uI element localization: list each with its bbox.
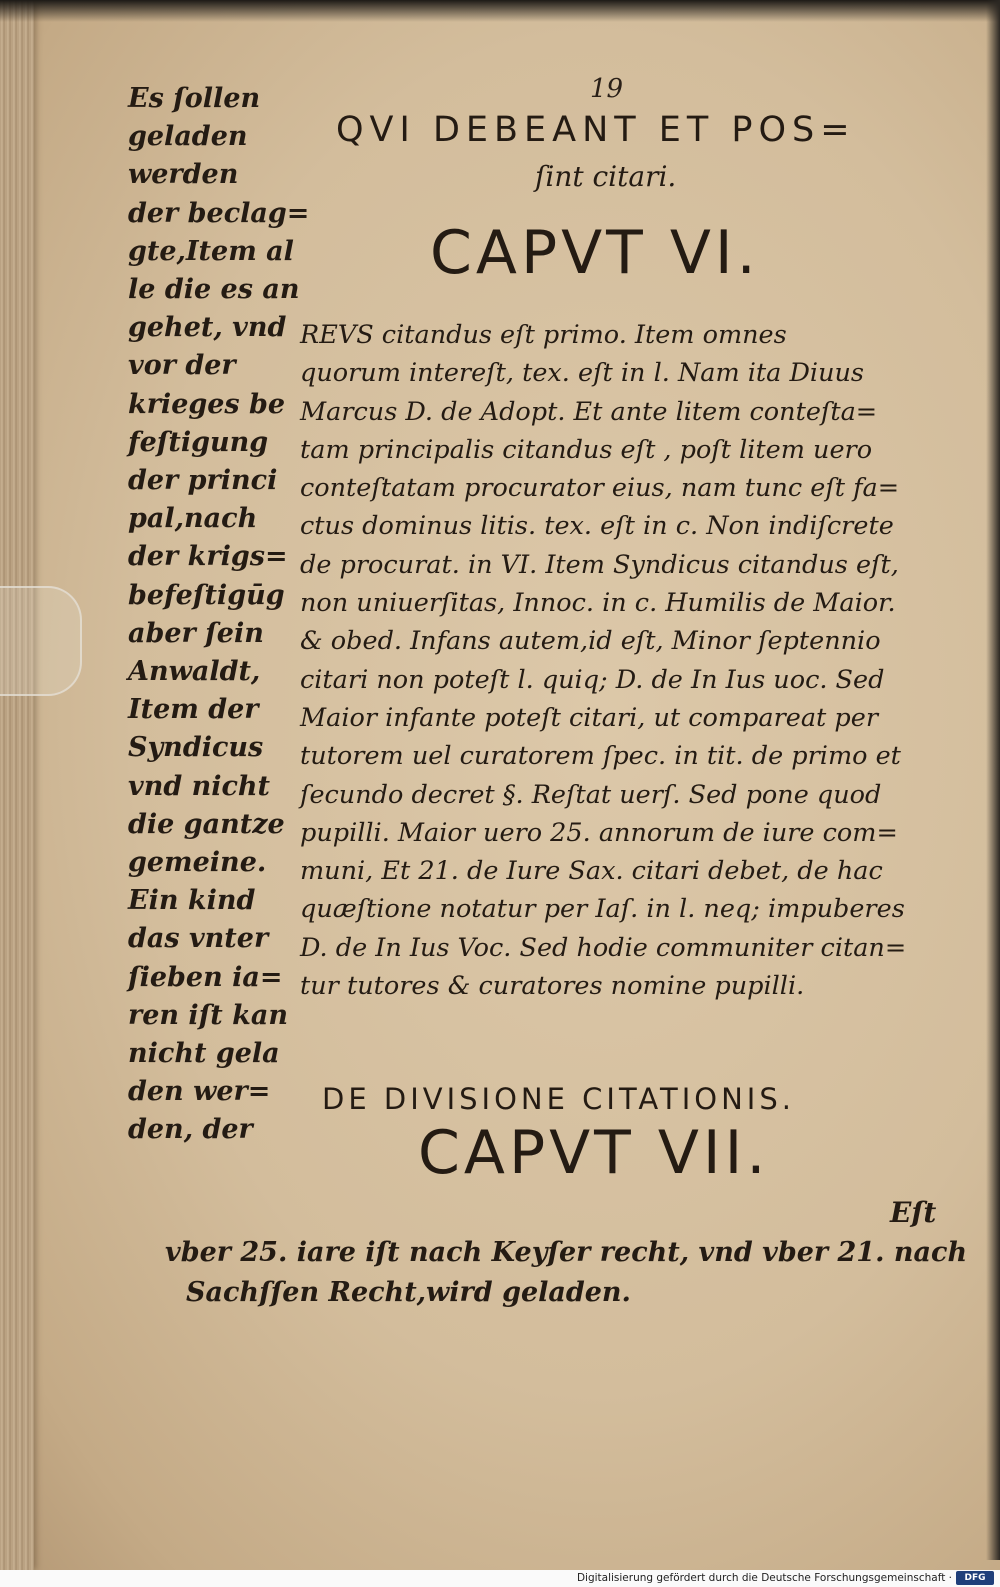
chapter-heading-line-1: QVI DEBEANT ET POS= bbox=[336, 110, 856, 150]
margin-note-line: ren iſt kan bbox=[128, 999, 289, 1031]
page-stack-edge bbox=[0, 0, 34, 1570]
margin-note-tail-line-2: Sachſſen Recht,wird geladen. bbox=[186, 1277, 631, 1308]
margin-note-line: gehet, vnd bbox=[128, 312, 287, 344]
margin-note-line: Anwaldt, bbox=[128, 656, 261, 688]
caput-vii-title: CAPVT VII. bbox=[418, 1118, 770, 1188]
margin-note-line: feſtigung bbox=[128, 426, 269, 458]
page-clip bbox=[0, 586, 82, 696]
caput-vi-title: CAPVT VI. bbox=[430, 218, 760, 288]
body-line: tam principalis citandus eſt , poſt litem uero bbox=[300, 434, 873, 465]
margin-note-line: der princi bbox=[128, 465, 278, 497]
body-line: conteſtatam procurator eius, nam tunc eſt fa= bbox=[300, 473, 900, 504]
body-line: muni, Et 21. de Iure Sax. citari debet, de hac bbox=[300, 856, 883, 887]
margin-note-line: den, der bbox=[128, 1114, 253, 1146]
margin-note-line: Item der bbox=[128, 694, 259, 726]
margin-note-line: vnd nicht bbox=[128, 770, 271, 802]
margin-note-line: nicht gela bbox=[128, 1038, 280, 1070]
section-heading: DE DIVISIONE CITATIONIS. bbox=[322, 1082, 795, 1116]
body-line: Maior infante poteſt citari, ut compareat per bbox=[300, 702, 879, 733]
body-line: D. de In Ius Voc. Sed hodie communiter citan= bbox=[300, 932, 907, 963]
margin-note-line: Ein kind bbox=[128, 885, 256, 917]
margin-note-line: pal,nach bbox=[128, 503, 258, 535]
margin-note-line: Syndicus bbox=[128, 732, 264, 764]
body-line: & obed. Infans autem,id eſt, Minor ſeptennio bbox=[300, 626, 881, 657]
margin-note bbox=[128, 80, 310, 1150]
margin-note-line: die gantze bbox=[128, 808, 285, 840]
margin-note-line: Es ſollen bbox=[128, 83, 261, 114]
top-shadow bbox=[0, 0, 1000, 22]
body-line: non uniuerſitas, Innoc. in c. Humilis de Maior. bbox=[300, 588, 896, 619]
body-line: ctus dominus litis. tex. eſt in c. Non indiſcrete bbox=[300, 511, 894, 542]
body-line: tutorem uel curatorem ſpec. in tit. de primo et bbox=[300, 741, 901, 772]
catchword: Eſt bbox=[890, 1196, 937, 1229]
body-line: quæſtione notatur per Iaſ. in l. neq; impuberes bbox=[300, 894, 905, 925]
body-line: de procurat. in VI. Item Syndicus citandus eſt, bbox=[300, 549, 899, 580]
margin-note-line: gte,Item al bbox=[128, 235, 294, 267]
body-line: pupilli. Maior uero 25. annorum de iure com= bbox=[300, 817, 898, 848]
body-line: quorum intereſt, tex. eſt in l. Nam ita Diuus bbox=[300, 358, 865, 389]
margin-note-line: der beclag= bbox=[128, 197, 310, 229]
page-number: 19 bbox=[590, 74, 624, 104]
margin-note-line: das vnter bbox=[128, 923, 269, 955]
footer-credit: Digitalisierung gefördert durch die Deutsche Forschungsgemeinschaft · bbox=[576, 1572, 952, 1584]
body-line: citari non poteſt l. quiq; D. de In Ius uoc. Sed bbox=[300, 664, 885, 695]
body-line: tur tutores & curatores nomine pupilli. bbox=[300, 971, 805, 1002]
margin-note-line: vor der bbox=[128, 350, 236, 382]
margin-note-line: le die es an bbox=[128, 274, 300, 306]
margin-note-tail-line-1: vber 25. iare iſt nach Keyſer recht, vnd vber 21. nach bbox=[165, 1237, 968, 1268]
right-gutter-shadow bbox=[986, 0, 1000, 1560]
margin-note-line: werden bbox=[128, 159, 239, 191]
margin-note-line: gemeine. bbox=[128, 847, 267, 879]
margin-note-line: ſieben ia= bbox=[128, 961, 283, 993]
margin-note-line: aber ſein bbox=[128, 617, 264, 649]
dfg-logo: DFG bbox=[956, 1571, 994, 1585]
chapter-heading-line-2: ſint citari. bbox=[535, 160, 677, 193]
body-line: REVS citandus eſt primo. Item omnes bbox=[300, 320, 787, 350]
margin-note-line: krieges be bbox=[128, 388, 286, 420]
margin-note-line: geladen bbox=[128, 121, 248, 153]
body-line: Marcus D. de Adopt. Et ante litem conteſta= bbox=[300, 396, 878, 427]
margin-note-line: der krigs= bbox=[128, 541, 288, 573]
margin-note-line: den wer= bbox=[128, 1076, 271, 1108]
body-text bbox=[300, 316, 940, 1005]
body-line: ſecundo decret §. Reſtat uerſ. Sed pone quod bbox=[300, 779, 882, 810]
margin-note-line: befeſtigūg bbox=[128, 579, 285, 611]
